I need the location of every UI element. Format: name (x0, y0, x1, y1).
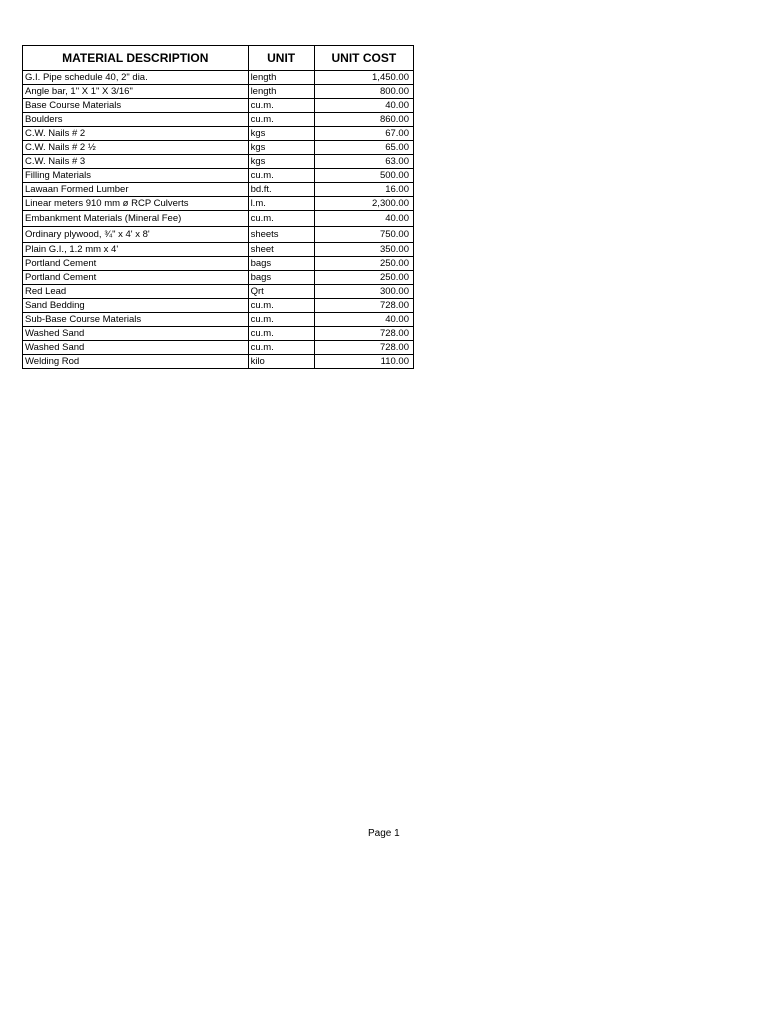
material-unit-cost: 110.00 (314, 355, 413, 369)
material-description: Washed Sand (23, 341, 249, 355)
table-row (23, 271, 414, 285)
material-unit-cost: 67.00 (314, 127, 413, 141)
material-unit: cu.m. (248, 113, 314, 127)
table-row (23, 155, 414, 169)
material-description: G.I. Pipe schedule 40, 2" dia. (23, 71, 249, 85)
material-unit-cost: 728.00 (314, 341, 413, 355)
table-header-row (23, 46, 414, 71)
material-unit: length (248, 71, 314, 85)
material-unit-cost: 63.00 (314, 155, 413, 169)
material-unit-cost: 40.00 (314, 99, 413, 113)
material-unit-cost: 350.00 (314, 243, 413, 257)
table-row (23, 313, 414, 327)
table-row (23, 113, 414, 127)
material-unit: Qrt (248, 285, 314, 299)
material-description: Angle bar, 1" X 1" X 3/16" (23, 85, 249, 99)
material-unit-cost: 860.00 (314, 113, 413, 127)
material-unit-cost: 500.00 (314, 169, 413, 183)
material-unit: cu.m. (248, 99, 314, 113)
header-unit: UNIT (248, 46, 314, 71)
table-row (23, 243, 414, 257)
material-unit-cost: 40.00 (314, 211, 413, 227)
material-unit-cost: 250.00 (314, 271, 413, 285)
header-unit-cost: UNIT COST (314, 46, 413, 71)
material-unit: cu.m. (248, 341, 314, 355)
material-description: Sand Bedding (23, 299, 249, 313)
table-row (23, 71, 414, 85)
material-unit-cost: 40.00 (314, 313, 413, 327)
material-unit: cu.m. (248, 211, 314, 227)
material-unit-cost: 250.00 (314, 257, 413, 271)
material-unit: bags (248, 271, 314, 285)
table-row (23, 169, 414, 183)
material-description: Base Course Materials (23, 99, 249, 113)
header-material-description: MATERIAL DESCRIPTION (23, 46, 249, 71)
material-unit: cu.m. (248, 299, 314, 313)
material-description: Washed Sand (23, 327, 249, 341)
table-row (23, 127, 414, 141)
table-row (23, 257, 414, 271)
table-row (23, 183, 414, 197)
material-description: Plain G.I., 1.2 mm x 4' (23, 243, 249, 257)
material-unit-cost: 728.00 (314, 299, 413, 313)
material-unit: l.m. (248, 197, 314, 211)
material-unit: length (248, 85, 314, 99)
material-description: Ordinary plywood, ¾" x 4' x 8' (23, 227, 249, 243)
material-cost-table (22, 45, 414, 369)
table-row (23, 299, 414, 313)
table-row (23, 85, 414, 99)
page-number: Page 1 (368, 828, 400, 839)
table-row (23, 197, 414, 211)
material-unit: cu.m. (248, 169, 314, 183)
material-description: Sub-Base Course Materials (23, 313, 249, 327)
material-unit: kilo (248, 355, 314, 369)
table-row (23, 327, 414, 341)
table-row (23, 285, 414, 299)
table-row (23, 227, 414, 243)
material-description: Embankment Materials (Mineral Fee) (23, 211, 249, 227)
material-unit: cu.m. (248, 327, 314, 341)
material-description: C.W. Nails # 3 (23, 155, 249, 169)
material-description: Linear meters 910 mm ø RCP Culverts (23, 197, 249, 211)
material-unit-cost: 728.00 (314, 327, 413, 341)
material-description: C.W. Nails # 2 (23, 127, 249, 141)
material-unit-cost: 300.00 (314, 285, 413, 299)
table-row (23, 341, 414, 355)
table-row (23, 211, 414, 227)
material-unit: kgs (248, 141, 314, 155)
material-unit-cost: 65.00 (314, 141, 413, 155)
material-description: Portland Cement (23, 271, 249, 285)
material-unit: cu.m. (248, 313, 314, 327)
material-unit: bd.ft. (248, 183, 314, 197)
table-row (23, 99, 414, 113)
material-description: Portland Cement (23, 257, 249, 271)
material-description: Welding Rod (23, 355, 249, 369)
material-unit-cost: 16.00 (314, 183, 413, 197)
table-row (23, 141, 414, 155)
table-row (23, 355, 414, 369)
material-description: C.W. Nails # 2 ½ (23, 141, 249, 155)
material-unit-cost: 800.00 (314, 85, 413, 99)
material-description: Boulders (23, 113, 249, 127)
material-unit: bags (248, 257, 314, 271)
material-unit-cost: 750.00 (314, 227, 413, 243)
material-unit: sheets (248, 227, 314, 243)
material-unit-cost: 1,450.00 (314, 71, 413, 85)
material-unit: kgs (248, 127, 314, 141)
material-unit-cost: 2,300.00 (314, 197, 413, 211)
material-description: Filling Materials (23, 169, 249, 183)
material-description: Red Lead (23, 285, 249, 299)
material-unit: sheet (248, 243, 314, 257)
material-description: Lawaan Formed Lumber (23, 183, 249, 197)
material-unit: kgs (248, 155, 314, 169)
